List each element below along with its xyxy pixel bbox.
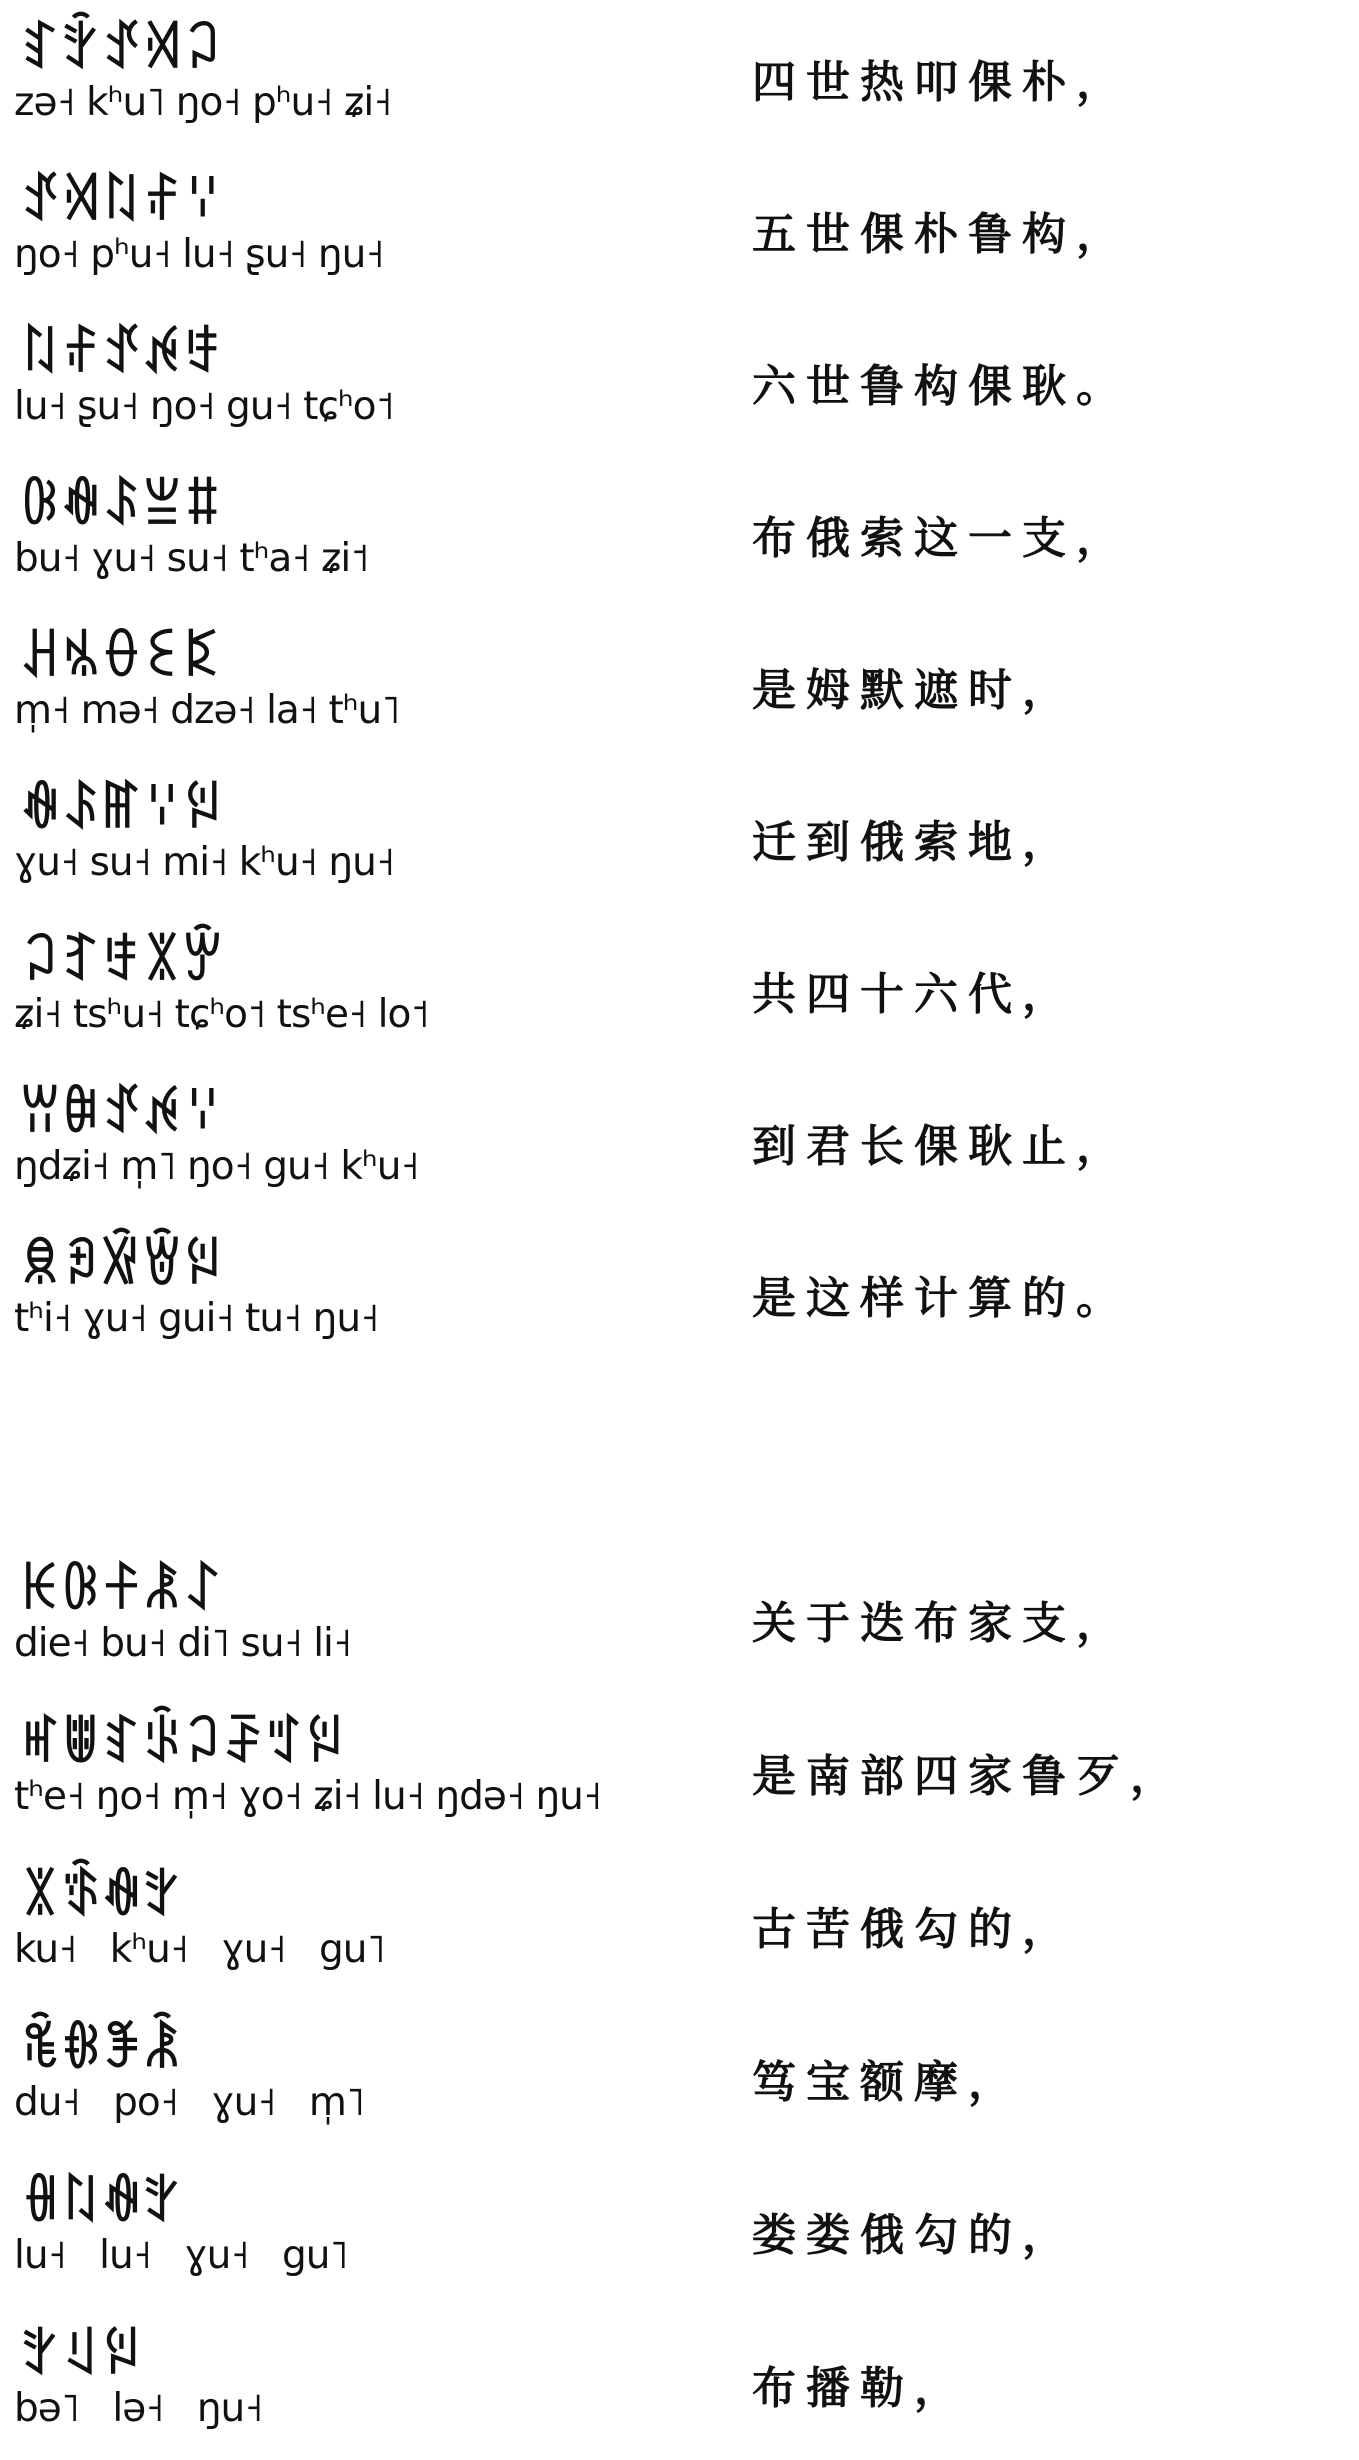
yi-text-block: [14, 1220, 454, 1370]
chinese-translation: 共四十六代，: [752, 969, 1076, 1020]
ipa-transcription: du˧ po˧ ɣu˧ m̩˥: [14, 2080, 365, 2125]
yi-script-line: ꀘꀝꊰꂿꋍ: [20, 1559, 224, 1621]
ipa-transcription: ɣu˧ su˧ mi˧ kʰu˧ ŋu˧: [14, 840, 395, 885]
verse-line: [0, 1068, 1359, 1218]
verse-line: [0, 4, 1359, 154]
yi-text-block: [14, 2004, 454, 2154]
verse-line: [0, 2310, 1359, 2460]
yi-script-line: ꇓꈃꊿꇬ: [20, 1865, 183, 1927]
chinese-translation: 娄娄俄勾的，: [752, 2210, 1076, 2261]
yi-text-block: [14, 612, 454, 762]
yi-text-block: [14, 764, 454, 914]
verse-line: [0, 156, 1359, 306]
chinese-translation: 关于迭布家支，: [752, 1598, 1130, 1649]
ipa-transcription: ku˧ kʰu˧ ɣu˧ gu˥: [14, 1927, 385, 1972]
yi-text-block: [14, 460, 454, 610]
yi-text-block: [14, 1545, 454, 1695]
yi-text-block: [14, 4, 454, 154]
yi-script-line: ꎭꍔꆏꂩꃀꄚꆑꇌ: [20, 1712, 345, 1774]
yi-text-block: [14, 156, 454, 306]
ipa-transcription: bu˧ ɣu˧ su˧ tʰa˧ ʑi˦: [14, 536, 369, 581]
yi-text-block: [14, 2310, 454, 2460]
ipa-transcription: ŋdʑi˧ m̩˥ ŋo˧ gu˧ kʰu˧: [14, 1144, 419, 1189]
chinese-translation: 六世鲁构倮耿。: [752, 361, 1130, 412]
yi-script-line: ꌋꎙꑞꇏꇌ: [20, 1234, 224, 1296]
chinese-translation: 是这样计算的。: [752, 1273, 1130, 1324]
verse-line: [0, 1698, 1359, 1848]
verse-line: [0, 764, 1359, 914]
ipa-transcription: bə˥ lə˧ ŋu˧: [14, 2386, 263, 2431]
yi-script-line: ꃅꁱꂷꏂꌅ: [20, 626, 224, 688]
yi-script-line: ꀕꆊꀋꉌꈌ: [20, 1082, 224, 1144]
chinese-translation: 到君长倮耿止，: [752, 1121, 1130, 1172]
verse-line: [0, 1851, 1359, 2001]
chinese-translation: 布俄索这一支，: [752, 513, 1130, 564]
chinese-translation: 布播勒，: [752, 2363, 968, 2414]
section-gap: [0, 1400, 1359, 1530]
ipa-transcription: lu˧ lu˧ ɣu˧ gu˥: [14, 2233, 348, 2278]
verse-line: [0, 460, 1359, 610]
ipa-transcription: m̩˧ mə˧ dzə˧ la˧ tʰu˥: [14, 688, 400, 733]
yi-script-line: ꆏꇫꀋꄉꃀ: [20, 18, 224, 80]
verse-line: [0, 2004, 1359, 2154]
ipa-transcription: lu˧ ʂu˧ ŋo˧ gu˧ tɕʰo˦: [14, 384, 394, 429]
yi-script-line: ꇬꆹꇌ: [20, 2324, 142, 2386]
yi-text-block: [14, 1068, 454, 1218]
yi-script-line: ꋀꇁꊿꇬ: [20, 2171, 183, 2233]
ipa-transcription: ŋo˧ pʰu˧ lu˧ ʂu˧ ŋu˧: [14, 232, 384, 277]
chinese-translation: 是姆默遮时，: [752, 665, 1076, 716]
yi-text-block: [14, 308, 454, 458]
chinese-translation: 五世倮朴鲁构，: [752, 209, 1130, 260]
chinese-translation: 是南部四家鲁歹，: [752, 1751, 1184, 1802]
chinese-translation: 四世热叩倮朴，: [752, 57, 1130, 108]
yi-text-block: [14, 1698, 602, 1848]
verse-line: [0, 1545, 1359, 1695]
yi-script-line: ꃀꆈꄜꇓꏭ: [20, 930, 224, 992]
verse-line: [0, 612, 1359, 762]
yi-script-line: ꇁꄙꀋꉌꄜ: [20, 322, 224, 384]
yi-text-block: [14, 916, 454, 1066]
chinese-translation: 古苦俄勾的，: [752, 1904, 1076, 1955]
ipa-transcription: die˧ bu˧ di˥ su˧ li˧: [14, 1621, 352, 1666]
yi-script-line: ꀝꊿꌺꁈꐚ: [20, 474, 224, 536]
ipa-transcription: tʰe˧ ŋo˧ m̩˧ ɣo˧ ʑi˧ lu˧ ŋdə˧ ŋu˧: [14, 1774, 602, 1819]
chinese-translation: 迁到俄索地，: [752, 817, 1076, 868]
yi-text-block: [14, 2157, 454, 2307]
verse-line: [0, 2157, 1359, 2307]
ipa-transcription: ʑi˧ tsʰu˧ tɕʰo˦ tsʰe˧ lo˦: [14, 992, 429, 1037]
yi-script-line: ꀋꄉꇁꄙꈌ: [20, 170, 224, 232]
ipa-transcription: zə˧ kʰu˥ ŋo˧ pʰu˧ ʑi˧: [14, 80, 392, 125]
verse-line: [0, 1220, 1359, 1370]
verse-line: [0, 308, 1359, 458]
ipa-transcription: tʰi˧ ɣu˧ gui˧ tu˧ ŋu˧: [14, 1296, 379, 1341]
yi-script-line: ꊿꌺꂵꈌꇌ: [20, 778, 224, 840]
yi-script-line: ꄕꁆꊈꂾ: [20, 2018, 183, 2080]
chinese-translation: 笃宝额摩，: [752, 2057, 1022, 2108]
verse-line: [0, 916, 1359, 1066]
yi-text-block: [14, 1851, 454, 2001]
